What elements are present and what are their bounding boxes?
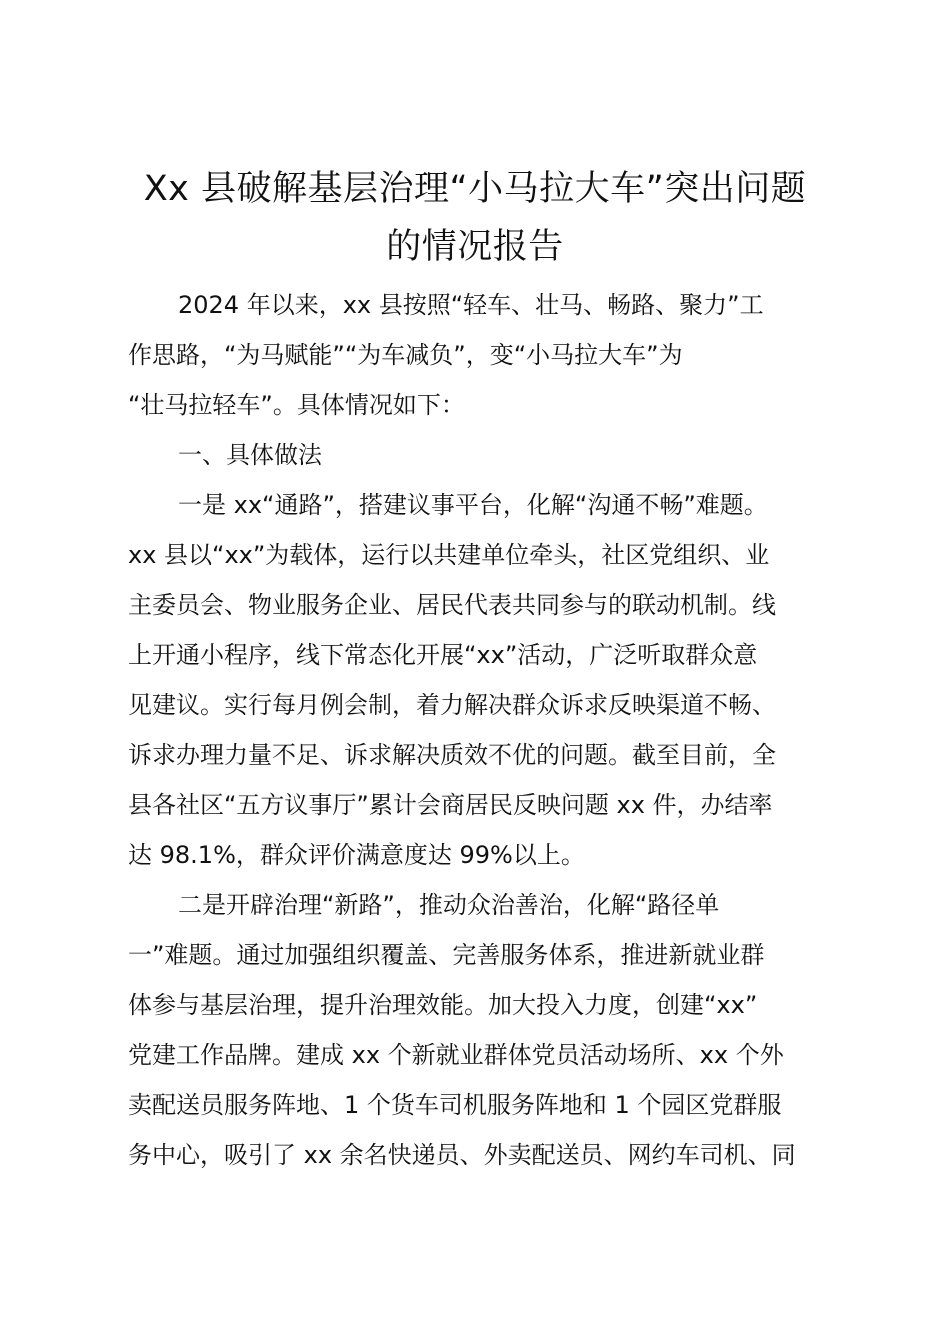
document-title-line-1: Xx 县破解基层治理“小马拉大车”突出问题 — [143, 169, 807, 209]
paragraph-2-line-4: 党建工作品牌。建成 xx 个新就业群体党员活动场所、xx 个外 — [128, 1041, 784, 1069]
paragraph-intro-line-3: “壮马拉轻车”。具体情况如下： — [128, 391, 465, 419]
section-heading: 一、具体做法 — [178, 441, 322, 469]
paragraph-1-line-6: 诉求办理力量不足、诉求解决质效不优的问题。截至目前，全 — [128, 741, 776, 769]
paragraph-1-line-4: 上开通小程序，线下常态化开展“xx”活动，广泛听取群众意 — [128, 641, 758, 669]
document-title-line-2: 的情况报告 — [386, 227, 564, 267]
paragraph-intro-line-1: 2024 年以来，xx 县按照“轻车、壮马、畅路、聚力”工 — [178, 291, 764, 319]
paragraph-1-line-3: 主委员会、物业服务企业、居民代表共同参与的联动机制。线 — [128, 591, 776, 619]
paragraph-1-line-5: 见建议。实行每月例会制，着力解决群众诉求反映渠道不畅、 — [128, 691, 776, 719]
paragraph-1-line-2: xx 县以“xx”为载体，运行以共建单位牵头，社区党组织、业 — [128, 541, 770, 569]
paragraph-intro-line-2: 作思路，“为马赋能”“为车减负”，变“小马拉大车”为 — [128, 341, 683, 369]
paragraph-2-line-1: 二是开辟治理“新路”，推动众治善治，化解“路径单 — [178, 891, 720, 919]
paragraph-2-line-2: 一”难题。通过加强组织覆盖、完善服务体系，推进新就业群 — [128, 941, 765, 969]
paragraph-2-line-3: 体参与基层治理，提升治理效能。加大投入力度，创建“xx” — [128, 991, 758, 1019]
paragraph-1-line-1: 一是 xx“通路”，搭建议事平台，化解“沟通不畅”难题。 — [178, 491, 768, 519]
paragraph-1-line-7: 县各社区“五方议事厅”累计会商居民反映问题 xx 件，办结率 — [128, 791, 773, 819]
paragraph-1-line-8: 达 98.1%，群众评价满意度达 99%以上。 — [128, 841, 585, 869]
paragraph-2-line-6: 务中心，吸引了 xx 余名快递员、外卖配送员、网约车司机、同 — [128, 1141, 796, 1169]
paragraph-2-line-5: 卖配送员服务阵地、1 个货车司机服务阵地和 1 个园区党群服 — [128, 1091, 782, 1119]
